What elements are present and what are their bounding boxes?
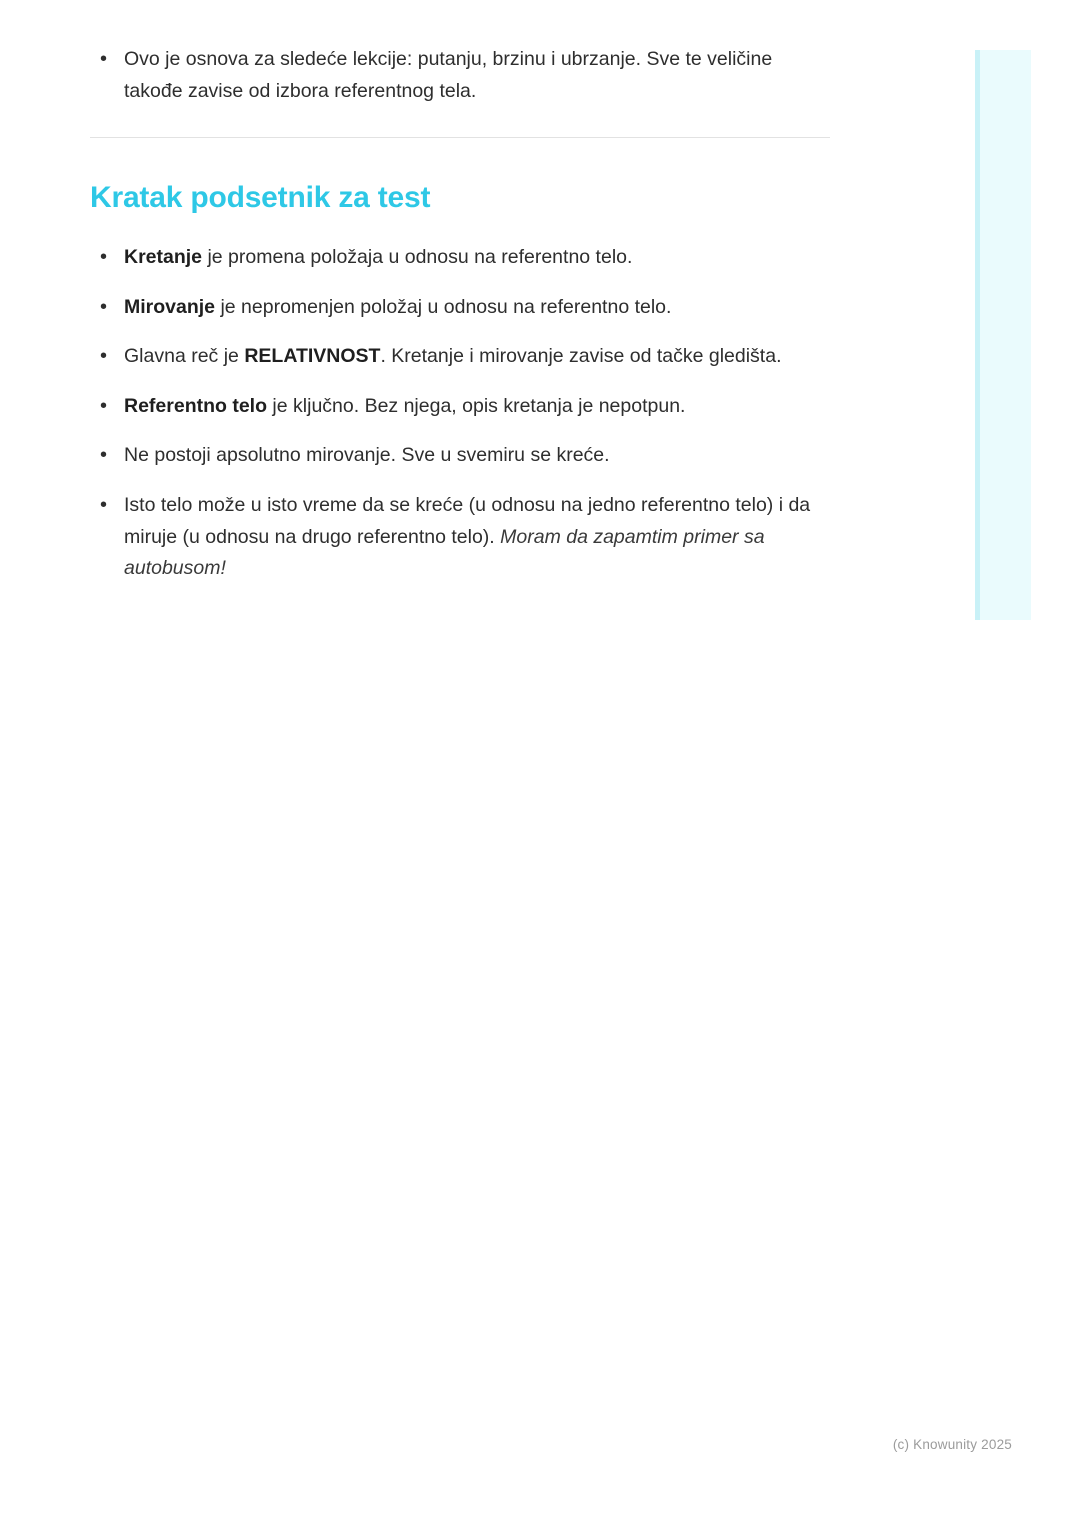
document-content bbox=[90, 44, 830, 603]
copyright-footer: (c) Knowunity 2025 bbox=[892, 1437, 1012, 1452]
section-heading: Kratak podsetnik za test bbox=[90, 181, 431, 215]
list-item: • Ovo je osnova za sledeće lekcije: putanju, brzinu i ubrzanje. Sve te veličine takođe zavise od izbora referentnog tela. bbox=[90, 44, 830, 107]
section-divider bbox=[90, 137, 830, 138]
decorative-side-band-edge bbox=[975, 50, 980, 620]
list-item: • Isto telo može u isto vreme da se kreće (u odnosu na jedno referentno telo) i da miruje (u odnosu na drugo referentno telo). Moram da zapamtim primer sa autobusom! bbox=[90, 490, 830, 585]
list-item: • Kretanje je promena položaja u odnosu na referentno telo. bbox=[90, 242, 830, 274]
list-item: • Glavna reč je RELATIVNOST. Kretanje i mirovanje zavise od tačke gledišta. bbox=[90, 341, 830, 373]
decorative-side-band bbox=[975, 50, 1031, 620]
list-item: • Referentno telo je ključno. Bez njega, opis kretanja je nepotpun. bbox=[90, 391, 830, 423]
recap-bullet-list bbox=[90, 242, 830, 585]
list-item: • Ne postoji apsolutno mirovanje. Sve u svemiru se kreće. bbox=[90, 440, 830, 472]
list-item: • Mirovanje je nepromenjen položaj u odnosu na referentno telo. bbox=[90, 292, 830, 324]
intro-bullet-list bbox=[90, 44, 830, 107]
